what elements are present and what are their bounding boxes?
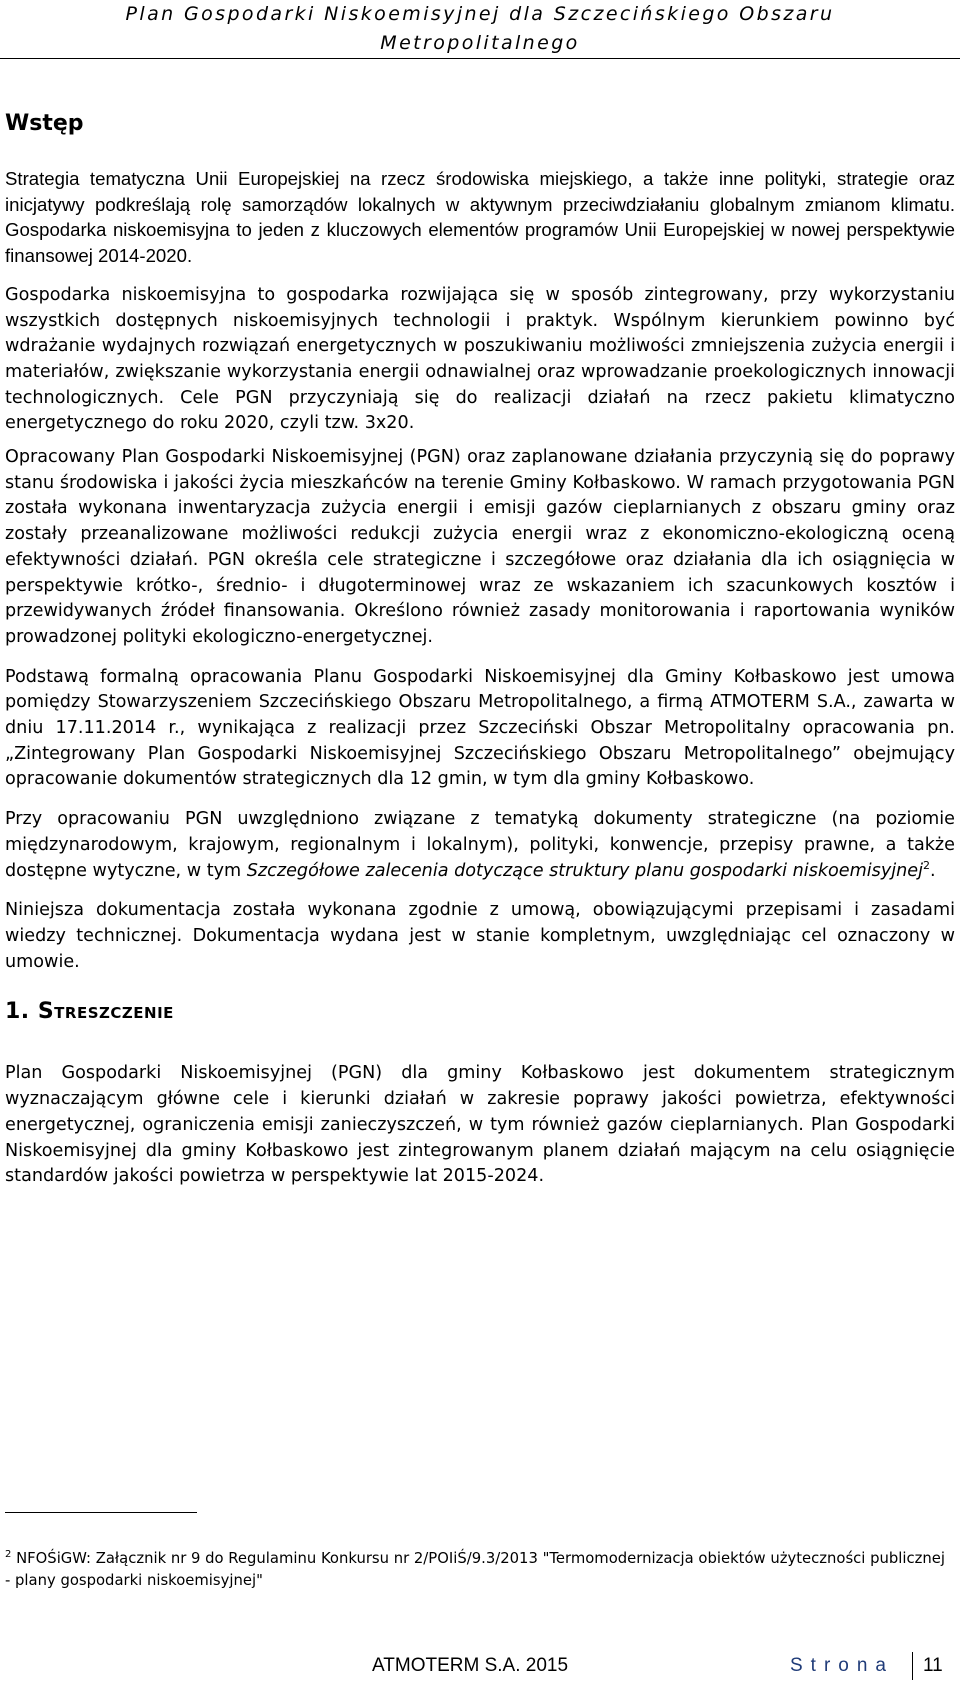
section-heading-streszczenie: 1. Streszczenie [5, 999, 174, 1025]
footnote-reference[interactable]: 2 [923, 858, 930, 872]
page-body [5, 104, 955, 1204]
footer-company: ATMOTERM S.A. 2015 [372, 1655, 569, 1676]
intro-paragraph-5-end: . [930, 860, 936, 881]
footer-page-label: Strona [790, 1655, 894, 1676]
intro-paragraph-5 [5, 807, 955, 884]
running-header [0, 0, 960, 59]
intro-paragraph-5-text: Przy opracowaniu PGN uwzględniono związane z tematyką dokumenty strategiczne (na poziomie międzynarodowym, krajowym, regionalnym i lokalnym), polityki, konwencje, przepisy prawne, a także dostępne wytyczne, w tym [5, 809, 955, 881]
footnote-text: NFOŚiGW: Załącznik nr 9 do Regulaminu Konkursu nr 2/POIiŚ/9.3/2013 "Termomodernizacja obiektów użyteczności publicznej - plany gospodarki niskoemisyjnej" [5, 1550, 946, 1589]
intro-heading: Wstęp [5, 111, 84, 136]
page-footer [0, 1652, 960, 1682]
header-line-1: Plan Gospodarki Niskoemisyjnej dla Szczecińskiego Obszaru [125, 3, 835, 25]
intro-paragraph-2: Gospodarka niskoemisyjna to gospodarka rozwijająca się w sposób zintegrowany, przy wykorzystaniu wszystkich dostępnych niskoemisyjnych technologii i praktyk. Wspólnym kierunkiem powinno być wdrażanie wydajnych rozwiązań energetycznych w poszukiwaniu możliwości zmniejszenia zużycia energii i materiałów, zwiększanie wykorzystania energii odnawialnej oraz wprowadzanie proekologicznych innowacji technologicznych. Cele PGN przyczyniają się do realizacji działań na rzecz pakietu klimatyczno energetycznego do roku 2020, czyli tzw. 3x20. [5, 284, 955, 434]
intro-paragraph-1: Strategia tematyczna Unii Europejskiej na rzecz środowiska miejskiego, a także inne polityki, strategie oraz inicjatywy podkreślają rolę samorządów lokalnych w aktywnym przeciwdziałaniu globalnym zmianom klimatu. Gospodarka niskoemisyjna to jeden z kluczowych elementów programów Unii Europejskiej w nowej perspektywie finansowej 2014-2020. [5, 168, 955, 267]
footnote [5, 1548, 955, 1592]
intro-paragraph-5-title: Szczegółowe zalecenia dotyczące struktury planu gospodarki niskoemisyjnej [246, 860, 923, 881]
intro-paragraph-6: Niniejsza dokumentacja została wykonana zgodnie z umową, obowiązującymi przepisami i zasadami wiedzy technicznej. Dokumentacja wydana jest w stanie kompletnym, uwzględniając cel oznaczony w umowie. [5, 900, 955, 972]
footer-page-number: 11 [912, 1652, 943, 1680]
intro-paragraph-4: Podstawą formalną opracowania Planu Gospodarki Niskoemisyjnej dla Gminy Kołbaskowo jest umowa pomiędzy Stowarzyszeniem Szczecińskiego Obszaru Metropolitalnego, a firmą ATMOTERM S.A., zawarta w dniu 17.11.2014 r., wynikająca z realizacji przez Szczeciński Obszar Metropolitalny opracowania pn. „Zintegrowany Plan Gospodarki Niskoemisyjnej Szczecińskiego Obszaru Metropolitalnego” obejmujący opracowanie dokumentów strategicznych dla 12 gmin, w tym dla gminy Kołbaskowo. [5, 666, 955, 790]
header-line-2: Metropolitalnego [380, 32, 580, 54]
summary-paragraph: Plan Gospodarki Niskoemisyjnej (PGN) dla gminy Kołbaskowo jest dokumentem strategicznym wyznaczającym główne cele i kierunki działań w zakresie poprawy jakości powietrza, efektywności energetycznej, ograniczenia emisji zanieczyszczeń, w tym również gazów cieplarnianych. Plan Gospodarki Niskoemisyjnej dla gminy Kołbaskowo jest zintegrowanym planem działań mającym na celu osiągnięcie standardów jakości powietrza w perspektywie lat 2015-2024. [5, 1063, 955, 1187]
intro-paragraph-3: Opracowany Plan Gospodarki Niskoemisyjnej (PGN) oraz zaplanowane działania przyczynią się do poprawy stanu środowiska i jakości życia mieszkańców na terenie Gminy Kołbaskowo. W ramach przygotowania PGN została wykonana inwentaryzacja zużycia energii i emisji gazów cieplarnianych z obszaru gminy oraz zostały przeanalizowane możliwości redukcji zużycia energii wraz z ekonomiczno-ekologiczną oceną efektywności działań. PGN określa cele strategiczne i szczegółowe oraz działania dla ich osiągnięcia w perspektywie krótko-, średnio- i długoterminowej wraz ze wskazaniem ich szacunkowych kosztów i przewidywanych źródeł finansowania. Określono również zasady monitorowania i raportowania wyników prowadzonej polityki ekologiczno-energetycznej. [5, 447, 955, 647]
footnote-divider [5, 1512, 197, 1513]
footnote-number: 2 [5, 1549, 12, 1561]
